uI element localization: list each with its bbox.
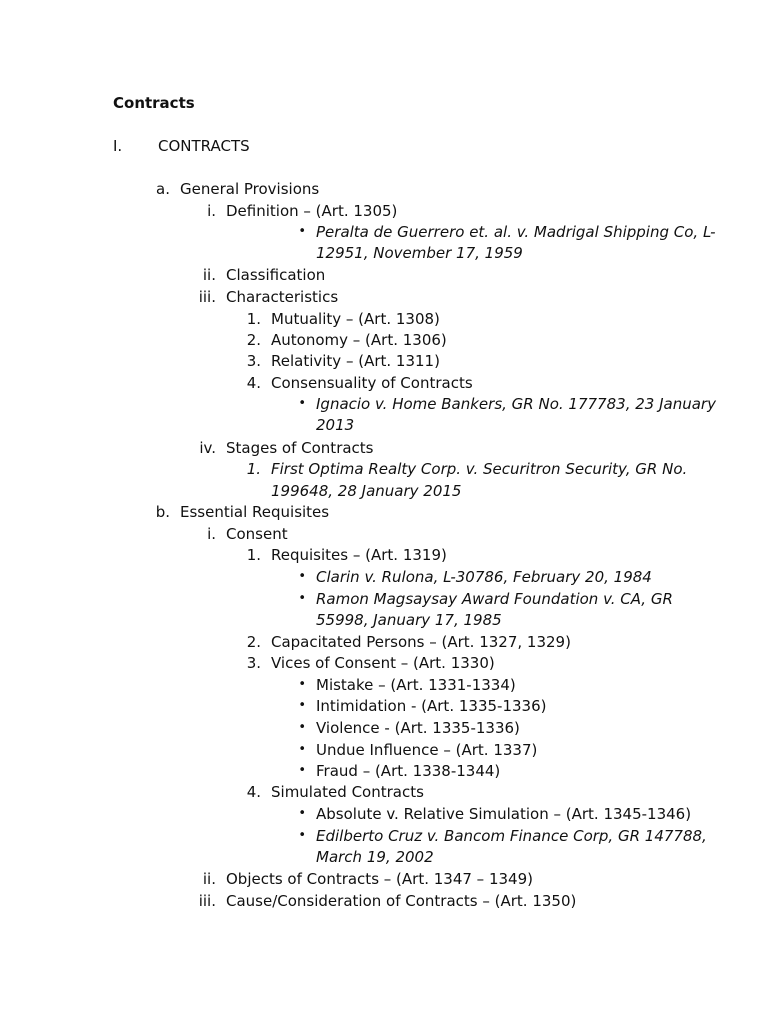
- outline-item: [0, 264, 768, 286]
- case-citation: [0, 825, 768, 847]
- item-text: Consent: [226, 525, 288, 543]
- bullet-icon: •: [298, 698, 306, 713]
- outline-item: [0, 372, 768, 394]
- item-text: Essential Requisites: [180, 503, 330, 521]
- item-text: 55998, January 17, 1985: [316, 611, 502, 629]
- bullet-icon: •: [298, 720, 306, 735]
- item-text: Autonomy – (Art. 1306): [271, 331, 447, 349]
- bullet-icon: •: [298, 828, 306, 843]
- item-marker: iii.: [198, 288, 216, 306]
- case-citation-continued: [0, 414, 768, 436]
- case-citation-continued: [0, 242, 768, 264]
- outline-item: [0, 868, 768, 890]
- item-text: Peralta de Guerrero et. al. v. Madrigal Shipping Co, L-: [316, 223, 716, 241]
- outline-item: [0, 200, 768, 222]
- item-text: Fraud – (Art. 1338-1344): [316, 762, 501, 780]
- outline-item: [0, 652, 768, 674]
- item-marker: 1.: [246, 310, 261, 328]
- bullet-icon: •: [298, 677, 306, 692]
- case-citation-continued: [0, 480, 768, 502]
- outline-item: [0, 890, 768, 912]
- item-text: Consensuality of Contracts: [271, 374, 473, 392]
- bullet-icon: •: [298, 742, 306, 757]
- item-marker: b.: [155, 503, 170, 521]
- outline-item: [0, 501, 768, 523]
- item-marker: i.: [207, 202, 216, 220]
- section-line: [0, 135, 768, 157]
- item-text: Violence - (Art. 1335-1336): [316, 719, 520, 737]
- section-number: I.: [113, 137, 123, 155]
- item-marker: 1.: [246, 546, 261, 564]
- case-citation-continued: [0, 609, 768, 631]
- bullet-icon: •: [298, 763, 306, 778]
- case-citation: [0, 588, 768, 610]
- item-marker: 4.: [246, 783, 261, 801]
- item-text: Edilberto Cruz v. Bancom Finance Corp, GR 147788,: [316, 827, 707, 845]
- item-marker: 3.: [246, 352, 261, 370]
- item-text: Simulated Contracts: [271, 783, 424, 801]
- item-marker: 4.: [246, 374, 261, 392]
- outline-item: [0, 717, 768, 739]
- outline-item: [0, 544, 768, 566]
- outline-item: [0, 781, 768, 803]
- item-text: Objects of Contracts – (Art. 1347 – 1349): [226, 870, 533, 888]
- outline-item: [0, 631, 768, 653]
- section-heading: CONTRACTS: [158, 137, 250, 155]
- item-text: Stages of Contracts: [226, 439, 374, 457]
- item-marker: iv.: [199, 439, 216, 457]
- case-citation-continued: [0, 846, 768, 868]
- item-marker: ii.: [202, 266, 216, 284]
- item-text: March 19, 2002: [316, 848, 434, 866]
- outline-item: [0, 178, 768, 200]
- item-text: Intimidation - (Art. 1335-1336): [316, 697, 547, 715]
- outline-item: [0, 329, 768, 351]
- bullet-icon: •: [298, 806, 306, 821]
- outline-item: [0, 523, 768, 545]
- item-marker: i.: [207, 525, 216, 543]
- bullet-icon: •: [298, 396, 306, 411]
- document-title: Contracts: [113, 94, 195, 112]
- outline-item: [0, 739, 768, 761]
- case-citation: [0, 458, 768, 480]
- item-text: Vices of Consent – (Art. 1330): [271, 654, 495, 672]
- item-marker: ii.: [202, 870, 216, 888]
- item-text: Classification: [226, 266, 326, 284]
- outline-item: [0, 803, 768, 825]
- outline-item: [0, 674, 768, 696]
- item-marker: 2.: [246, 633, 261, 651]
- outline-item: [0, 437, 768, 459]
- item-text: Cause/Consideration of Contracts – (Art. 1350): [226, 892, 577, 910]
- item-text: First Optima Realty Corp. v. Securitron Security, GR No.: [271, 460, 688, 478]
- item-text: 2013: [316, 416, 355, 434]
- item-marker: a.: [156, 180, 170, 198]
- item-text: Requisites – (Art. 1319): [271, 546, 447, 564]
- title-line: [0, 92, 768, 114]
- case-citation: [0, 566, 768, 588]
- item-text: Undue Influence – (Art. 1337): [316, 741, 538, 759]
- item-marker: 1.: [246, 460, 261, 478]
- outline-item: [0, 760, 768, 782]
- item-text: Capacitated Persons – (Art. 1327, 1329): [271, 633, 571, 651]
- bullet-icon: •: [298, 569, 306, 584]
- item-text: Absolute v. Relative Simulation – (Art. 1345-1346): [316, 805, 692, 823]
- item-text: Definition – (Art. 1305): [226, 202, 398, 220]
- bullet-icon: •: [298, 224, 306, 239]
- bullet-icon: •: [298, 591, 306, 606]
- item-text: General Provisions: [180, 180, 320, 198]
- item-text: Mutuality – (Art. 1308): [271, 310, 440, 328]
- item-text: Clarin v. Rulona, L-30786, February 20, 1984: [316, 568, 652, 586]
- case-citation: [0, 221, 768, 243]
- outline-item: [0, 350, 768, 372]
- item-text: Relativity – (Art. 1311): [271, 352, 440, 370]
- item-text: Characteristics: [226, 288, 339, 306]
- case-citation: [0, 393, 768, 415]
- item-text: 12951, November 17, 1959: [316, 244, 523, 262]
- outline-item: [0, 695, 768, 717]
- item-text: 199648, 28 January 2015: [271, 482, 462, 500]
- item-marker: 3.: [246, 654, 261, 672]
- item-marker: 2.: [246, 331, 261, 349]
- item-text: Ramon Magsaysay Award Foundation v. CA, GR: [316, 590, 673, 608]
- item-text: Mistake – (Art. 1331-1334): [316, 676, 516, 694]
- outline-item: [0, 286, 768, 308]
- outline-item: [0, 308, 768, 330]
- item-text: Ignacio v. Home Bankers, GR No. 177783, 23 January: [316, 395, 716, 413]
- item-marker: iii.: [198, 892, 216, 910]
